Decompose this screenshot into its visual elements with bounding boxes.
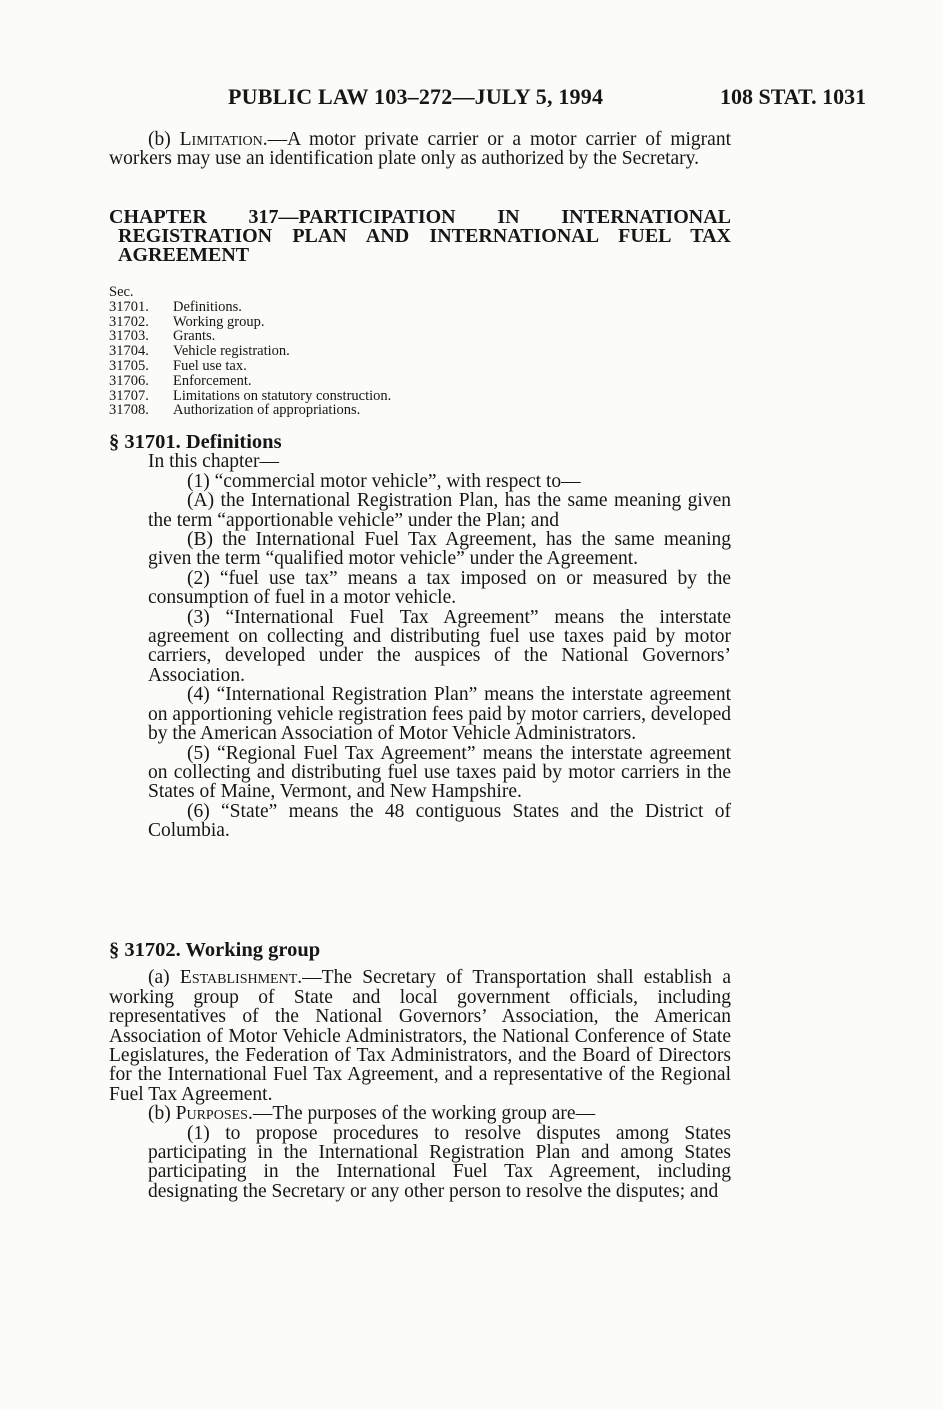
toc-item bbox=[109, 389, 731, 404]
toc-item-title: Vehicle registration. bbox=[173, 343, 290, 360]
definition-4: (4) “International Registration Plan” means the interstate agreement on apportioning vehicle registration fees paid by motor carriers, developed by the American Association of Motor Vehicle Administrators. bbox=[148, 684, 731, 745]
establishment-heading: Establishment. bbox=[179, 967, 303, 989]
definition-3: (3) “International Fuel Tax Agreement” means the interstate agreement on collecting and distributing fuel use taxes paid by motor carriers, developed under the auspices of the National Governors’ Association. bbox=[148, 606, 731, 686]
toc-item-number: 31708. bbox=[109, 402, 149, 419]
definition-1-a: (A) the International Registration Plan, has the same meaning given the term “apportionable vehicle” under the Plan; and bbox=[148, 490, 731, 531]
toc-item-number: 31703. bbox=[109, 328, 149, 345]
establishment-text: —The Secretary of Transportation shall establish a working group of State and local government officials, including representatives of the National Governors’ Association, the American Association of Motor Vehicle Administrators, the National Conference of State Legislatures, the Federation of Tax Administrators, and the Board of Directors for the International Fuel Tax Agreement, and a representative of the Regional Fuel Tax Agreement. bbox=[109, 967, 731, 1105]
toc-item bbox=[109, 359, 731, 374]
limitation-paragraph bbox=[109, 130, 731, 169]
page-stat-number: 108 STAT. 1031 bbox=[720, 84, 867, 109]
toc-item-number: 31705. bbox=[109, 357, 149, 374]
purposes-text: —The purposes of the working group are— bbox=[252, 1103, 596, 1125]
toc-item bbox=[109, 329, 731, 344]
purposes-label: (b) bbox=[148, 1103, 176, 1125]
section-31702-heading: § 31702. Working group bbox=[109, 939, 321, 961]
purposes-paragraph bbox=[109, 1104, 731, 1123]
toc-item bbox=[109, 344, 731, 359]
toc-item-number: 31706. bbox=[109, 372, 149, 389]
limitation-heading: Limitation. bbox=[179, 129, 268, 150]
definition-1: (1) “commercial motor vehicle”, with respect to— bbox=[187, 470, 581, 492]
toc-item bbox=[109, 403, 731, 418]
toc-item-title: Authorization of appropriations. bbox=[173, 402, 361, 419]
chapter-heading bbox=[109, 208, 731, 265]
toc-item-title: Limitations on statutory construction. bbox=[173, 387, 392, 404]
toc-item-number: 31707. bbox=[109, 387, 149, 404]
toc-item-title: Grants. bbox=[173, 328, 216, 345]
establishment-paragraph bbox=[109, 968, 731, 1104]
toc-item bbox=[109, 300, 731, 315]
purpose-1: (1) to propose procedures to resolve disputes among States participating in the International Registration Plan and among States participating in the International Fuel Tax Agreement, including designating the Secretary or any other person to resolve the disputes; and bbox=[148, 1122, 731, 1202]
toc-item-number: 31701. bbox=[109, 298, 149, 315]
definition-6: (6) “State” means the 48 contiguous States and the District of Columbia. bbox=[148, 800, 731, 842]
toc-item bbox=[109, 374, 731, 389]
toc-item-title: Enforcement. bbox=[173, 372, 252, 389]
toc-item bbox=[109, 315, 731, 330]
toc-item-number: 31702. bbox=[109, 313, 149, 330]
chapter-title-line1: CHAPTER 317—PARTICIPATION IN INTERNATIONAL bbox=[109, 206, 731, 228]
establishment-label: (a) bbox=[148, 967, 180, 989]
chapter-title bbox=[109, 208, 731, 265]
toc-item-title: Fuel use tax. bbox=[173, 357, 247, 374]
toc-item-title: Definitions. bbox=[173, 298, 242, 315]
table-of-sections bbox=[109, 285, 731, 418]
limitation-label: (b) bbox=[148, 129, 180, 150]
chapter-title-rest: REGISTRATION PLAN AND INTERNATIONAL FUEL TAX AGREEMENT bbox=[118, 225, 731, 266]
running-header-title: PUBLIC LAW 103–272—JULY 5, 1994 bbox=[228, 84, 604, 109]
toc-list bbox=[109, 300, 731, 418]
toc-item-number: 31704. bbox=[109, 343, 149, 360]
section-31701-heading: § 31701. Definitions bbox=[109, 431, 282, 453]
definition-1-b: (B) the International Fuel Tax Agreement, has the same meaning given the term “qualified motor vehicle” under the Agreement. bbox=[148, 529, 731, 570]
toc-label: Sec. bbox=[109, 284, 134, 300]
definition-2: (2) “fuel use tax” means a tax imposed on or measured by the consumption of fuel in a motor vehicle. bbox=[148, 567, 731, 609]
limitation-text: —A motor private carrier or a motor carrier of migrant workers may use an identification plate only as authorized by the Secretary. bbox=[109, 129, 731, 170]
purposes-heading: Purposes. bbox=[175, 1103, 253, 1125]
definition-5: (5) “Regional Fuel Tax Agreement” means the interstate agreement on collecting and distributing fuel use taxes paid by motor carriers in the States of Maine, Vermont, and New Hampshire. bbox=[148, 742, 731, 803]
toc-item-title: Working group. bbox=[173, 313, 265, 330]
definitions-intro: In this chapter— bbox=[148, 451, 280, 473]
section-31701 bbox=[109, 433, 731, 841]
section-31702 bbox=[109, 941, 731, 1201]
